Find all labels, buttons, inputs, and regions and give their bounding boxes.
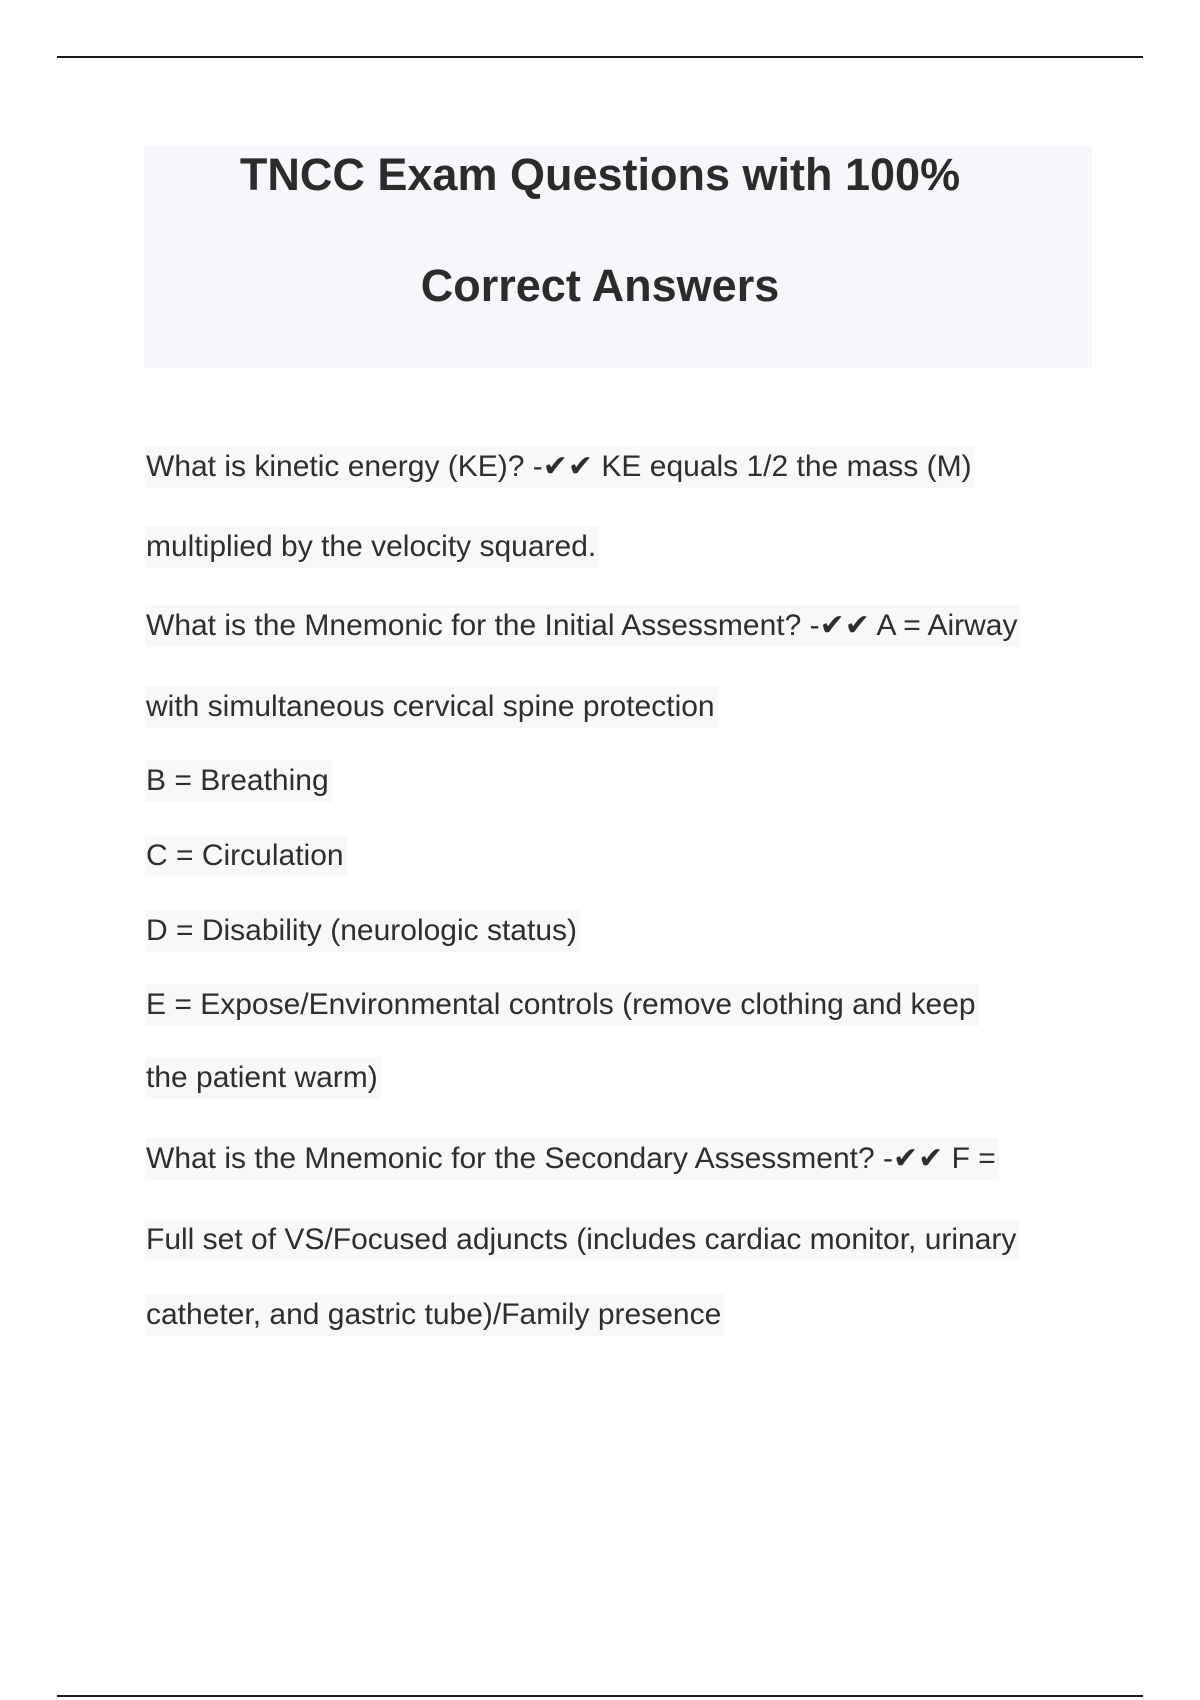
question-3-line-1: What is the Mnemonic for the Secondary Assessment? -✔✔ F = [145, 1138, 999, 1180]
page-title-line-2: Correct Answers [420, 260, 780, 311]
answer-item-e-line-1: E = Expose/Environmental controls (remove clothing and keep [145, 984, 979, 1026]
answer-item-b: B = Breathing [145, 760, 332, 802]
answer-item-c: C = Circulation [145, 835, 347, 877]
answer-item-d: D = Disability (neurologic status) [145, 910, 580, 952]
question-2-line-2: with simultaneous cervical spine protection [145, 686, 718, 728]
page-title-line-1: TNCC Exam Questions with 100% [239, 149, 961, 200]
answer-item-e-line-2: the patient warm) [145, 1057, 381, 1099]
question-2-line-1: What is the Mnemonic for the Initial Assessment? -✔✔ A = Airway [145, 605, 1020, 647]
top-rule [57, 56, 1143, 58]
question-1-line-1: What is kinetic energy (KE)? -✔✔ KE equals 1/2 the mass (M) [145, 446, 975, 488]
question-1-line-2: multiplied by the velocity squared. [145, 526, 599, 568]
question-3-line-3: catheter, and gastric tube)/Family presence [145, 1294, 724, 1336]
question-3-line-2: Full set of VS/Focused adjuncts (includes cardiac monitor, urinary [145, 1219, 1019, 1261]
bottom-rule [57, 1695, 1143, 1697]
